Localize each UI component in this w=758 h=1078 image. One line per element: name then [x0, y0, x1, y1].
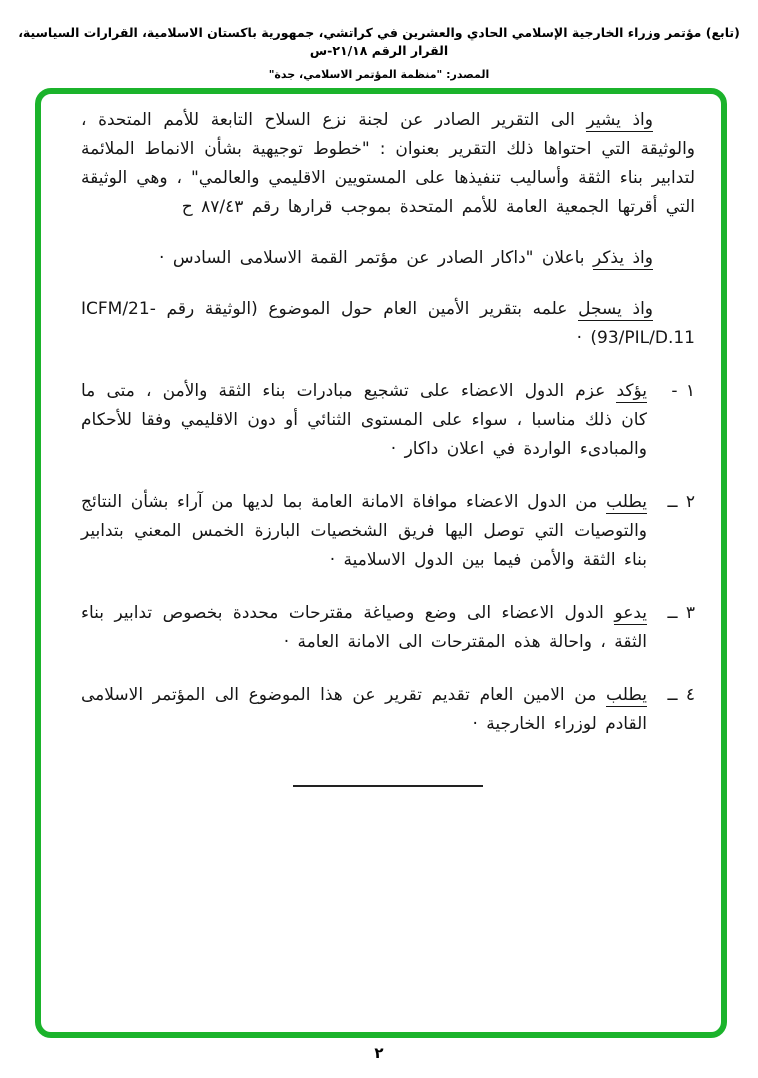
item-lead-3: يدعو: [614, 603, 647, 623]
preamble-text-2: باعلان "داكار الصادر عن مؤتمر القمة الاسلامى السادس ·: [159, 248, 593, 268]
operative-item-4: [81, 681, 695, 739]
item-number-4: ٤ ــ: [667, 685, 695, 705]
item-lead-1: يؤكد: [616, 381, 647, 401]
item-text-block-2: [81, 488, 647, 575]
item-text-4: من الامين العام تقديم تقرير عن هذا الموضوع الى المؤتمر الاسلامى القادم لوزراء الخارجية ·: [81, 685, 647, 734]
item-text-block-3: [81, 599, 647, 657]
header-line-1: (تابع) مؤتمر وزراء الخارجية الإسلامي الحادي والعشرين في كراتشي، جمهورية باكستان الاسلامية، القرارات السياسية، القرار الرقم ٢١/١٨-س: [18, 25, 740, 58]
preamble-lead-1: واذ يشير: [586, 110, 653, 130]
green-border-frame: [35, 88, 727, 1038]
item-text-3: الدول الاعضاء الى وضع وصياغة مقترحات محددة بخصوص تدابير بناء الثقة ، واحالة هذه المقترحات الى الامانة العامة ·: [81, 603, 647, 652]
item-text-2: من الدول الاعضاء موافاة الامانة العامة بما لديها من آراء بشأن النتائج والتوصيات التي توصل اليها فريق الشخصيات البارزة الخمس المعني بتدابير بناء الثقة والأمن فيما بين الدول الاسلامية ·: [81, 492, 647, 570]
preamble-paragraph-1: [81, 106, 695, 222]
item-lead-4: يطلب: [606, 685, 647, 705]
preamble-paragraph-2: [81, 244, 695, 273]
resolution-body: [41, 94, 721, 787]
item-text-block-4: [81, 681, 647, 739]
item-number-2: ٢ ــ: [667, 492, 695, 512]
preamble-lead-2: واذ يذكر: [592, 248, 653, 268]
operative-item-1: [81, 377, 695, 464]
preamble-text-3: علمه بتقرير الأمين العام حول الموضوع (الوثيقة رقم ICFM/21-93/PIL/D.11) ·: [81, 299, 695, 348]
preamble-lead-3: واذ يسجل: [578, 299, 654, 319]
preamble-paragraph-3: [81, 295, 695, 353]
item-number-1: ١ -: [671, 381, 695, 401]
item-text-block-1: [81, 377, 647, 464]
preamble-text-1: الى التقرير الصادر عن لجنة نزع السلاح التابعة للأمم المتحدة ، والوثيقة التي احتواها ذلك التقرير بعنوان : "خطوط توجيهية بشأن الانماط الملائمة لتدابير بناء الثقة وأساليب تنفيذها على المستويين الاقليمي والعالمي" ، وهي الوثيقة التي أقرتها الجمعية العامة للأمم المتحدة بموجب قرارها رقم ٨٧/٤٣ ح: [81, 110, 695, 217]
item-text-1: عزم الدول الاعضاء على تشجيع مبادرات بناء الثقة والأمن ، متى ما كان ذلك مناسبا ، سواء على المستوى الثنائي أو دون الاقليمي وفقا للأحكام والمبادىء الواردة في اعلان داكار ·: [81, 381, 647, 459]
item-number-3: ٣ ــ: [667, 603, 695, 623]
item-lead-2: يطلب: [606, 492, 647, 512]
document-header: [4, 24, 754, 83]
operative-item-3: [81, 599, 695, 657]
operative-item-2: [81, 488, 695, 575]
page-number: ٢: [374, 1044, 384, 1062]
end-of-resolution-divider: [293, 785, 483, 787]
header-source-line: المصدر: "منظمة المؤتمر الاسلامي، جدة": [268, 68, 490, 81]
